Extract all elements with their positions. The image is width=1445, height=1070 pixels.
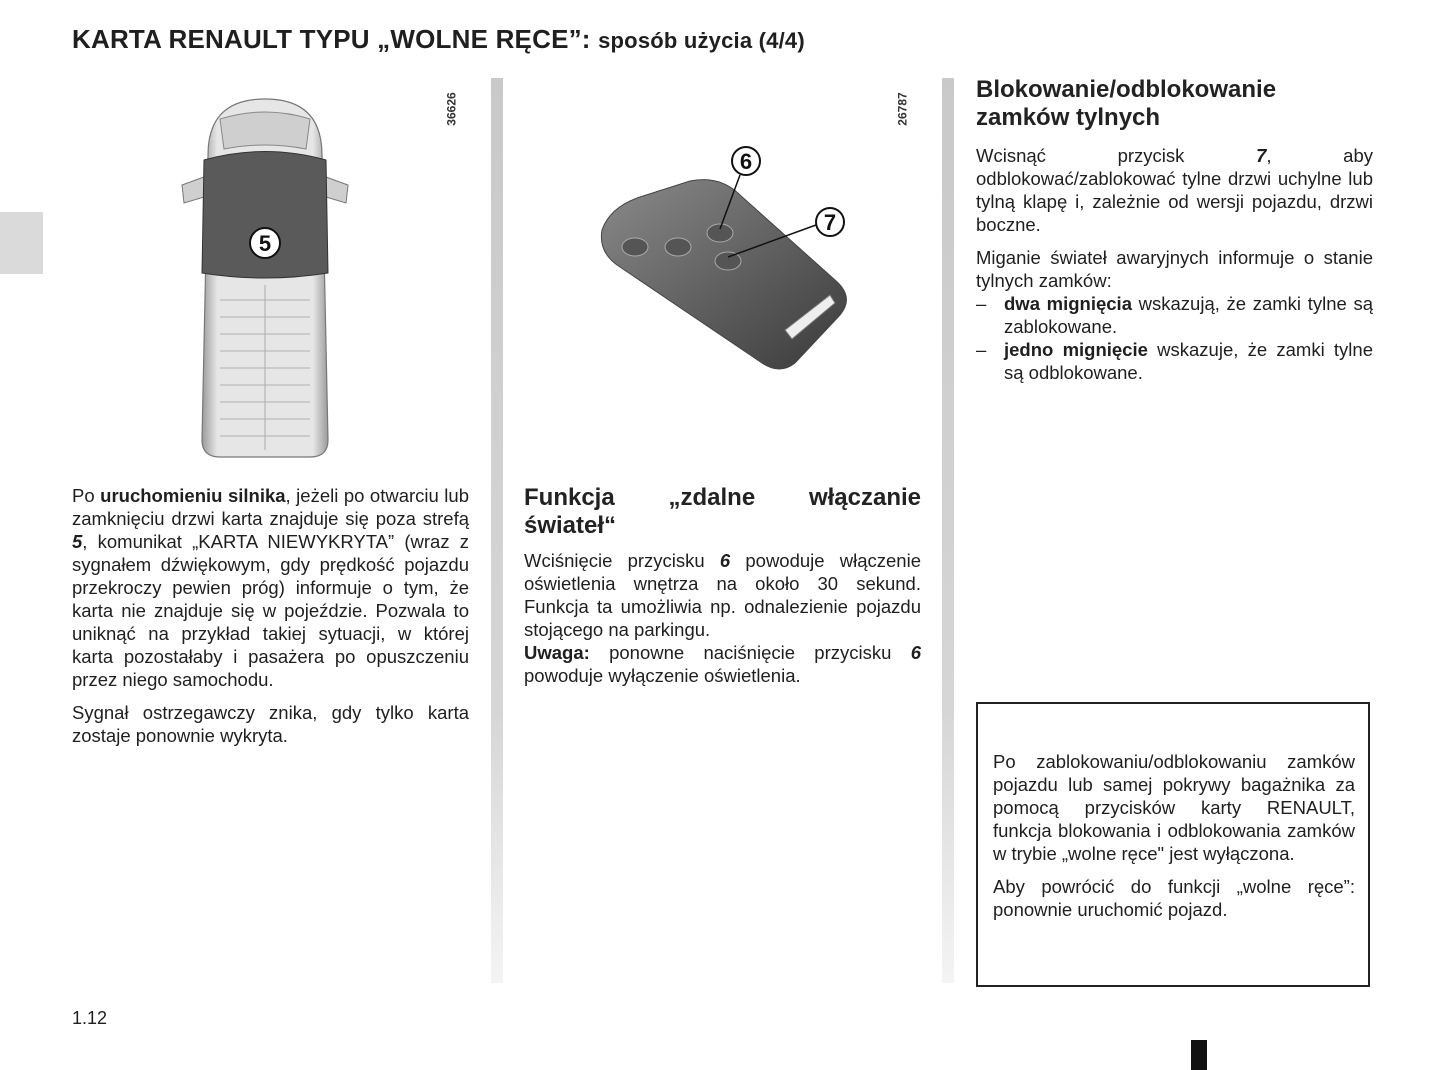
page-title xyxy=(72,24,805,55)
left-p1-text-c: , komunikat „KARTA NIEWYKRYTA” (wraz z sygnałem dźwiękowym, gdy prędkość pojazdu przekroczy pewien próg) informuje o tym, że karta nie znajduje się w pojeździe. Pozwala to uniknąć na przykład takiej sytuacji, w której karta pozostałaby i pasażera po opuszczeniu przez niego samochodu. xyxy=(72,531,469,690)
figure1-code: 36626 xyxy=(444,92,459,126)
vehicle-figure xyxy=(150,85,480,465)
right-p1-text-a: Wcisnąć przycisk xyxy=(976,145,1257,166)
section-tab xyxy=(0,212,43,274)
right-paragraph-2: Miganie świateł awaryjnych informuje o stanie tylnych zamków: xyxy=(976,247,1373,291)
page-number: 1.12 xyxy=(72,1008,108,1028)
list-item-2-bold: jedno mignięcie xyxy=(1004,339,1148,360)
title-main: KARTA RENAULT TYPU „WOLNE RĘCE”: xyxy=(72,24,591,54)
middle-column xyxy=(524,484,921,697)
middle-p1-text-b: powoduje włączenie oświetlenia wnętrza na około 30 sekund. Funkcja ta umożliwia np. odnalezienie pojazdu stojącego na parkingu. xyxy=(524,550,921,640)
figure2-code: 26787 xyxy=(895,92,910,126)
list-item-1-bold: dwa mignięcia xyxy=(1004,293,1132,314)
notice-box xyxy=(976,702,1370,987)
list-item-2-text: wskazuje, że zamki tylne są odblokowane. xyxy=(1004,339,1373,383)
list-item xyxy=(976,338,1373,384)
keycard-illustration xyxy=(580,135,880,380)
middle-paragraph-1 xyxy=(524,549,921,641)
left-p1-text-a: Po xyxy=(72,485,101,506)
page-marker-bar xyxy=(1191,1040,1207,1070)
column-divider-2 xyxy=(942,78,954,983)
middle-note-ref: 6 xyxy=(910,642,921,663)
list-item xyxy=(976,292,1373,338)
right-paragraph-1 xyxy=(976,144,1373,236)
middle-note-text-b: powoduje wyłączenie oświetlenia. xyxy=(524,665,801,686)
middle-p1-text-a: Wciśnięcie przycisku xyxy=(524,550,720,571)
notice-paragraph-1: Po zablokowaniu/odblokowaniu zamków pojazdu lub samej pokrywy bagażnika za pomocą przycisków karty RENAULT, funkcja blokowania i odblokowania zamków w trybie „wolne ręce" jest wyłączona. xyxy=(993,751,1355,864)
middle-heading: Funkcja „zdalne włączanie świateł“ xyxy=(524,484,921,539)
middle-note-label: Uwaga: xyxy=(524,642,590,663)
middle-note-text-a: ponowne naciśnięcie przycisku xyxy=(589,642,911,663)
list-item-1-text: wskazują, że zamki tylne są zablokowane. xyxy=(1004,293,1373,337)
right-p1-text-b: , aby odblokować/zablokować tylne drzwi uchylne lub tylną klapę i, zależnie od wersji pojazdu, drzwi boczne. xyxy=(976,145,1373,235)
notice-paragraph-2: Aby powrócić do funkcji „wolne ręce”: ponownie uruchomić pojazd. xyxy=(993,876,1355,920)
callout-6-label: 6 xyxy=(739,149,753,174)
notice-content xyxy=(993,750,1355,931)
right-heading: Blokowanie/odblokowanie zamków tylnych xyxy=(976,76,1277,131)
left-column xyxy=(72,484,469,757)
lock-status-list xyxy=(976,292,1373,384)
column-divider-1 xyxy=(491,78,503,983)
callout-7-label: 7 xyxy=(823,210,837,235)
van-top-view-illustration xyxy=(150,85,480,465)
callout-5-label: 5 xyxy=(258,231,272,256)
left-p1-bold: uruchomieniu silnika xyxy=(100,485,286,506)
right-p1-ref: 7 xyxy=(1256,145,1267,166)
middle-p1-ref: 6 xyxy=(719,550,731,571)
keycard-figure xyxy=(580,135,880,380)
title-sub: sposób użycia (4/4) xyxy=(598,28,805,53)
right-column xyxy=(976,76,1373,384)
middle-note xyxy=(524,641,921,687)
left-p1-text-b: , jeżeli po otwarciu lub zamknięciu drzwi karta znajduje się poza strefą xyxy=(72,485,469,529)
left-paragraph-2: Sygnał ostrzegawczy znika, gdy tylko karta zostaje ponownie wykryta. xyxy=(72,702,469,746)
button-7-shape xyxy=(715,252,741,270)
button-6-shape xyxy=(707,224,733,242)
left-paragraph-1 xyxy=(72,484,469,691)
left-p1-ref: 5 xyxy=(72,531,83,552)
